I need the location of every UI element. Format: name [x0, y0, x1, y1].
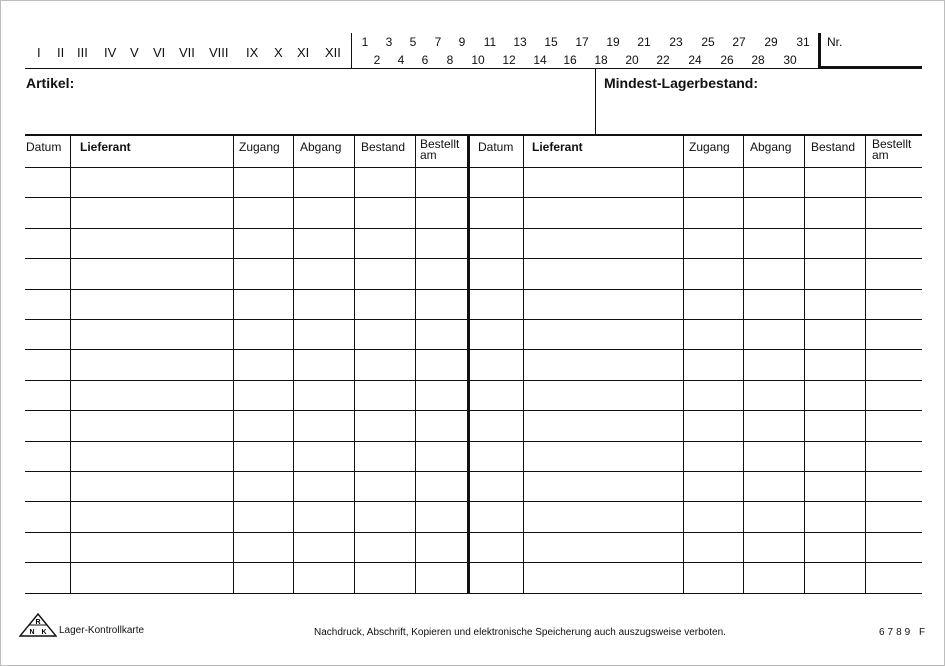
day-23: 23 [669, 35, 683, 49]
table-row [25, 380, 922, 381]
right-header-datum: Datum [478, 140, 514, 154]
table-row [25, 471, 922, 472]
column-divider [293, 136, 294, 593]
day-15: 15 [544, 35, 558, 49]
month-3: III [77, 45, 88, 60]
field-divider [595, 69, 596, 136]
month-12: XII [325, 45, 341, 60]
day-13: 13 [513, 35, 527, 49]
month-1: I [37, 45, 41, 60]
day-7: 7 [434, 35, 442, 49]
mindest-lagerbestand-label: Mindest-Lagerbestand: [604, 75, 759, 91]
copyright-notice: Nachdruck, Abschrift, Kopieren und elektronische Speicherung auch auszugsweise verboten. [314, 627, 726, 638]
column-divider [233, 136, 234, 593]
artikel-label: Artikel: [26, 75, 75, 91]
left-header-zugang: Zugang [239, 140, 280, 154]
month-10: X [274, 45, 283, 60]
day-30: 30 [783, 53, 797, 67]
column-divider [804, 136, 805, 593]
header-rule [25, 167, 922, 168]
table-row [25, 593, 922, 594]
table-row [25, 289, 922, 290]
column-divider [743, 136, 744, 593]
left-header-lieferant: Lieferant [80, 140, 131, 154]
table-row [25, 319, 922, 320]
day-31: 31 [796, 35, 810, 49]
day-16: 16 [563, 53, 577, 67]
month-day-divider [351, 33, 352, 68]
column-divider [415, 136, 416, 593]
day-9: 9 [458, 35, 466, 49]
month-7: VII [179, 45, 195, 60]
day-17: 17 [575, 35, 589, 49]
header-rule [25, 68, 922, 69]
table-row [25, 441, 922, 442]
nr-field-bar [818, 33, 821, 68]
day-28: 28 [751, 53, 765, 67]
day-14: 14 [533, 53, 547, 67]
table-row [25, 197, 922, 198]
column-divider [70, 136, 71, 593]
day-6: 6 [421, 53, 429, 67]
inventory-table [25, 136, 922, 593]
day-11: 11 [483, 35, 497, 49]
table-row [25, 532, 922, 533]
month-2: II [57, 45, 65, 60]
form-name: Lager-Kontrollkarte [59, 625, 145, 636]
day-4: 4 [397, 53, 405, 67]
left-header-bestand: Bestand [361, 140, 406, 154]
svg-text:R: R [35, 619, 41, 626]
left-header-datum: Datum [26, 140, 62, 154]
table-row [25, 562, 922, 563]
month-6: VI [153, 45, 166, 60]
nr-label: Nr. [827, 35, 843, 49]
table-row [25, 501, 922, 502]
table-row [25, 349, 922, 350]
svg-text:K: K [41, 629, 47, 636]
month-5: V [130, 45, 139, 60]
day-5: 5 [409, 35, 417, 49]
day-8: 8 [446, 53, 454, 67]
form-number: 6789 F [879, 627, 929, 638]
day-22: 22 [656, 53, 670, 67]
column-divider [354, 136, 355, 593]
day-24: 24 [688, 53, 702, 67]
right-header-bestellt-am: Bestellt am [872, 137, 912, 162]
day-26: 26 [720, 53, 734, 67]
day-2: 2 [373, 53, 381, 67]
month-4: IV [104, 45, 117, 60]
day-20: 20 [625, 53, 639, 67]
column-divider [683, 136, 684, 593]
right-header-abgang: Abgang [750, 140, 792, 154]
day-3: 3 [385, 35, 393, 49]
column-divider [523, 136, 524, 593]
table-row [25, 258, 922, 259]
day-21: 21 [637, 35, 651, 49]
right-header-bestand: Bestand [811, 140, 856, 154]
month-9: IX [246, 45, 259, 60]
day-12: 12 [502, 53, 516, 67]
month-11: XI [297, 45, 310, 60]
day-29: 29 [764, 35, 778, 49]
column-divider [467, 136, 470, 593]
day-1: 1 [361, 35, 369, 49]
day-25: 25 [701, 35, 715, 49]
rnk-logo-icon [19, 613, 57, 637]
svg-text:N: N [29, 629, 35, 636]
table-row [25, 228, 922, 229]
table-row [25, 410, 922, 411]
day-27: 27 [732, 35, 746, 49]
month-8: VIII [209, 45, 229, 60]
day-10: 10 [471, 53, 485, 67]
day-18: 18 [594, 53, 608, 67]
right-header-zugang: Zugang [689, 140, 730, 154]
column-divider [865, 136, 866, 593]
day-19: 19 [606, 35, 620, 49]
right-header-lieferant: Lieferant [532, 140, 583, 154]
left-header-bestellt-am: Bestellt am [420, 137, 460, 162]
left-header-abgang: Abgang [300, 140, 342, 154]
